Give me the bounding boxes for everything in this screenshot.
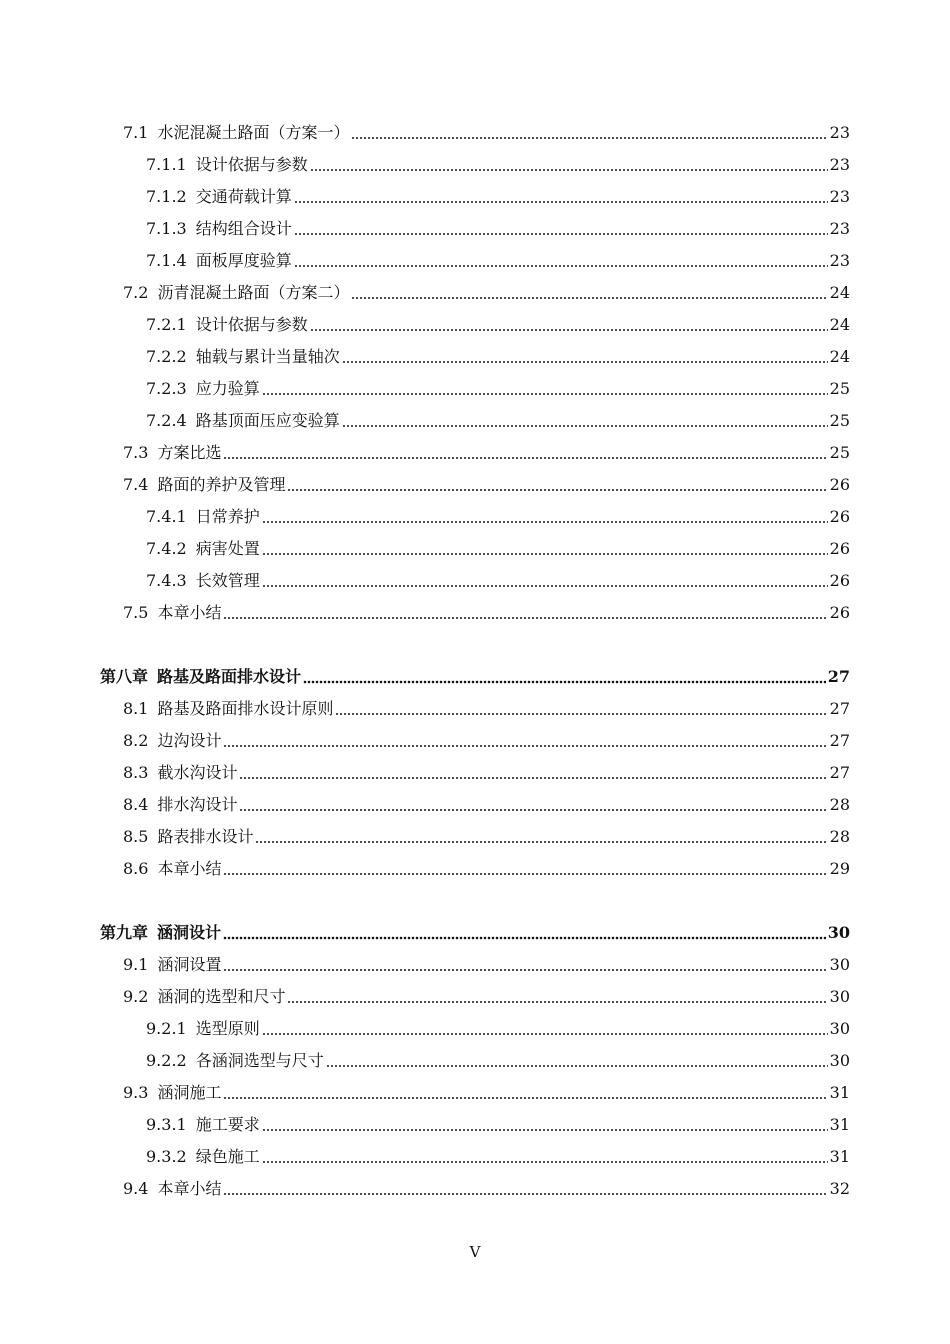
toc-entry-page: 23 bbox=[829, 251, 850, 270]
toc-dot-leader bbox=[262, 1032, 828, 1036]
toc-entry-page: 27 bbox=[829, 763, 850, 782]
toc-dot-leader bbox=[294, 200, 828, 204]
toc-dot-leader bbox=[342, 424, 828, 428]
toc-entry-title: 路表排水设计 bbox=[157, 827, 254, 846]
toc-entry-title: 设计依据与参数 bbox=[195, 155, 308, 174]
toc-entry-title: 设计依据与参数 bbox=[195, 315, 308, 334]
toc-dot-leader bbox=[223, 1096, 827, 1100]
toc-dot-leader bbox=[262, 1128, 828, 1132]
toc-section-entry[interactable] bbox=[0, 853, 950, 885]
toc-entry-title: 路基及路面排水设计 bbox=[157, 667, 302, 686]
toc-entry-title: 面板厚度验算 bbox=[195, 251, 292, 270]
toc-dot-leader bbox=[255, 840, 827, 844]
toc-entry-number: 8.4 bbox=[123, 795, 149, 814]
toc-dot-leader bbox=[326, 1064, 828, 1068]
toc-entry-page: 25 bbox=[829, 443, 850, 462]
toc-dot-leader bbox=[223, 872, 827, 876]
toc-entry-number: 7.5 bbox=[123, 603, 149, 622]
toc-entry-title: 路基及路面排水设计原则 bbox=[157, 699, 334, 718]
toc-subsection-entry[interactable] bbox=[0, 213, 950, 245]
toc-entry-page: 28 bbox=[829, 795, 850, 814]
toc-section-entry[interactable] bbox=[0, 821, 950, 853]
toc-entry-title: 绿色施工 bbox=[195, 1147, 260, 1166]
toc-dot-leader bbox=[287, 488, 827, 492]
toc-section-entry[interactable] bbox=[0, 597, 950, 629]
toc-entry-number: 8.2 bbox=[123, 731, 149, 750]
toc-entry-number: 7.4.3 bbox=[146, 571, 187, 590]
toc-entry-page: 30 bbox=[829, 987, 850, 1006]
toc-entry-page: 23 bbox=[829, 187, 850, 206]
toc-dot-leader bbox=[262, 1160, 828, 1164]
toc-dot-leader bbox=[262, 520, 828, 524]
toc-dot-leader bbox=[262, 552, 828, 556]
toc-entry-number: 9.2.1 bbox=[146, 1019, 187, 1038]
toc-subsection-entry[interactable] bbox=[0, 1013, 950, 1045]
toc-entry-title: 路基顶面压应变验算 bbox=[195, 411, 340, 430]
toc-entry-number: 9.2.2 bbox=[146, 1051, 187, 1070]
toc-entry-title: 应力验算 bbox=[195, 379, 260, 398]
toc-entry-number: 7.1.1 bbox=[146, 155, 187, 174]
toc-dot-leader bbox=[342, 360, 828, 364]
toc-entry-title: 涵洞设置 bbox=[157, 955, 222, 974]
toc-entry-title: 截水沟设计 bbox=[157, 763, 238, 782]
section-gap bbox=[0, 629, 950, 661]
toc-section-entry[interactable] bbox=[0, 725, 950, 757]
toc-entry-page: 31 bbox=[829, 1115, 850, 1134]
section-gap bbox=[0, 885, 950, 917]
toc-entry-number: 9.3.2 bbox=[146, 1147, 187, 1166]
toc-chapter-entry[interactable] bbox=[0, 661, 950, 693]
toc-section-entry[interactable] bbox=[0, 277, 950, 309]
toc-dot-leader bbox=[223, 936, 826, 940]
toc-entry-page: 25 bbox=[829, 379, 850, 398]
toc-dot-leader bbox=[262, 392, 828, 396]
toc-entry-page: 27 bbox=[829, 731, 850, 750]
toc-entry-number: 7.4.1 bbox=[146, 507, 187, 526]
toc-entry-title: 本章小结 bbox=[157, 603, 222, 622]
toc-entry-page: 28 bbox=[829, 827, 850, 846]
toc-entry-title: 排水沟设计 bbox=[157, 795, 238, 814]
toc-dot-leader bbox=[287, 1000, 827, 1004]
toc-entry-page: 26 bbox=[829, 475, 850, 494]
toc-entry-page: 27 bbox=[827, 667, 850, 686]
toc-section-entry[interactable] bbox=[0, 949, 950, 981]
toc-dot-leader bbox=[335, 712, 827, 716]
toc-entry-title: 交通荷载计算 bbox=[195, 187, 292, 206]
toc-entry-page: 29 bbox=[829, 859, 850, 878]
toc-entry-title: 各涵洞选型与尺寸 bbox=[195, 1051, 324, 1070]
toc-entry-number: 7.1.2 bbox=[146, 187, 187, 206]
toc-dot-leader bbox=[223, 456, 827, 460]
toc-section-entry[interactable] bbox=[0, 117, 950, 149]
toc-dot-leader bbox=[294, 232, 828, 236]
toc-entry-number: 7.2.2 bbox=[146, 347, 187, 366]
toc-subsection-entry[interactable] bbox=[0, 1109, 950, 1141]
toc-entry-page: 24 bbox=[829, 347, 850, 366]
toc-entry-number: 7.2.3 bbox=[146, 379, 187, 398]
table-of-contents bbox=[0, 117, 950, 1205]
toc-entry-page: 25 bbox=[829, 411, 850, 430]
toc-subsection-entry[interactable] bbox=[0, 405, 950, 437]
toc-section-entry[interactable] bbox=[0, 757, 950, 789]
toc-entry-number: 7.3 bbox=[123, 443, 149, 462]
toc-entry-page: 30 bbox=[829, 955, 850, 974]
toc-section-entry[interactable] bbox=[0, 1173, 950, 1205]
toc-entry-number: 7.2.1 bbox=[146, 315, 187, 334]
toc-entry-title: 选型原则 bbox=[195, 1019, 260, 1038]
toc-subsection-entry[interactable] bbox=[0, 501, 950, 533]
toc-subsection-entry[interactable] bbox=[0, 149, 950, 181]
toc-entry-number: 第九章 bbox=[100, 923, 149, 942]
toc-entry-page: 24 bbox=[829, 315, 850, 334]
toc-entry-number: 8.6 bbox=[123, 859, 149, 878]
toc-entry-number: 9.1 bbox=[123, 955, 149, 974]
toc-subsection-entry[interactable] bbox=[0, 245, 950, 277]
toc-entry-page: 26 bbox=[829, 571, 850, 590]
toc-subsection-entry[interactable] bbox=[0, 1141, 950, 1173]
toc-section-entry[interactable] bbox=[0, 469, 950, 501]
toc-entry-page: 30 bbox=[829, 1051, 850, 1070]
toc-entry-page: 26 bbox=[829, 603, 850, 622]
toc-section-entry[interactable] bbox=[0, 693, 950, 725]
toc-entry-title: 日常养护 bbox=[195, 507, 260, 526]
toc-chapter-entry[interactable] bbox=[0, 917, 950, 949]
toc-dot-leader bbox=[239, 808, 827, 812]
toc-dot-leader bbox=[351, 296, 827, 300]
toc-dot-leader bbox=[351, 136, 827, 140]
toc-entry-title: 轴载与累计当量轴次 bbox=[195, 347, 340, 366]
toc-entry-number: 7.1.3 bbox=[146, 219, 187, 238]
toc-entry-page: 26 bbox=[829, 539, 850, 558]
toc-dot-leader bbox=[223, 968, 827, 972]
toc-entry-number: 7.2.4 bbox=[146, 411, 187, 430]
toc-entry-page: 31 bbox=[829, 1083, 850, 1102]
toc-entry-number: 7.1 bbox=[123, 123, 149, 142]
toc-entry-title: 边沟设计 bbox=[157, 731, 222, 750]
toc-entry-title: 路面的养护及管理 bbox=[157, 475, 286, 494]
toc-section-entry[interactable] bbox=[0, 1077, 950, 1109]
toc-entry-title: 涵洞施工 bbox=[157, 1083, 222, 1102]
toc-entry-page: 26 bbox=[829, 507, 850, 526]
toc-entry-number: 7.2 bbox=[123, 283, 149, 302]
toc-dot-leader bbox=[310, 168, 828, 172]
toc-section-entry[interactable] bbox=[0, 437, 950, 469]
toc-dot-leader bbox=[223, 1192, 827, 1196]
toc-section-entry[interactable] bbox=[0, 981, 950, 1013]
toc-entry-title: 涵洞的选型和尺寸 bbox=[157, 987, 286, 1006]
toc-section-entry[interactable] bbox=[0, 789, 950, 821]
toc-subsection-entry[interactable] bbox=[0, 565, 950, 597]
toc-entry-title: 沥青混凝土路面（方案二） bbox=[157, 283, 350, 302]
toc-entry-page: 30 bbox=[829, 1019, 850, 1038]
toc-entry-page: 24 bbox=[829, 283, 850, 302]
toc-entry-title: 长效管理 bbox=[195, 571, 260, 590]
toc-entry-page: 27 bbox=[829, 699, 850, 718]
toc-dot-leader bbox=[310, 328, 828, 332]
toc-subsection-entry[interactable] bbox=[0, 309, 950, 341]
toc-entry-title: 本章小结 bbox=[157, 859, 222, 878]
toc-entry-number: 9.2 bbox=[123, 987, 149, 1006]
toc-entry-number: 第八章 bbox=[100, 667, 149, 686]
toc-entry-page: 31 bbox=[829, 1147, 850, 1166]
toc-entry-title: 本章小结 bbox=[157, 1179, 222, 1198]
toc-dot-leader bbox=[303, 680, 826, 684]
toc-subsection-entry[interactable] bbox=[0, 533, 950, 565]
toc-entry-title: 结构组合设计 bbox=[195, 219, 292, 238]
toc-entry-number: 8.5 bbox=[123, 827, 149, 846]
toc-entry-title: 病害处置 bbox=[195, 539, 260, 558]
toc-dot-leader bbox=[294, 264, 828, 268]
toc-entry-title: 施工要求 bbox=[195, 1115, 260, 1134]
toc-dot-leader bbox=[239, 776, 827, 780]
toc-subsection-entry[interactable] bbox=[0, 181, 950, 213]
toc-entry-number: 8.3 bbox=[123, 763, 149, 782]
toc-subsection-entry[interactable] bbox=[0, 341, 950, 373]
toc-entry-number: 9.3 bbox=[123, 1083, 149, 1102]
toc-entry-number: 7.1.4 bbox=[146, 251, 187, 270]
toc-dot-leader bbox=[262, 584, 828, 588]
toc-entry-number: 9.3.1 bbox=[146, 1115, 187, 1134]
page-number: V bbox=[469, 1243, 481, 1261]
toc-entry-title: 方案比选 bbox=[157, 443, 222, 462]
toc-dot-leader bbox=[223, 744, 827, 748]
toc-entry-number: 7.4.2 bbox=[146, 539, 187, 558]
toc-entry-page: 32 bbox=[829, 1179, 850, 1198]
toc-entry-title: 涵洞设计 bbox=[157, 923, 222, 942]
toc-subsection-entry[interactable] bbox=[0, 1045, 950, 1077]
toc-entry-number: 9.4 bbox=[123, 1179, 149, 1198]
toc-entry-title: 水泥混凝土路面（方案一） bbox=[157, 123, 350, 142]
toc-entry-page: 23 bbox=[829, 155, 850, 174]
toc-entry-number: 7.4 bbox=[123, 475, 149, 494]
toc-dot-leader bbox=[223, 616, 827, 620]
toc-entry-page: 23 bbox=[829, 123, 850, 142]
toc-entry-page: 30 bbox=[827, 923, 850, 942]
toc-subsection-entry[interactable] bbox=[0, 373, 950, 405]
toc-entry-number: 8.1 bbox=[123, 699, 149, 718]
toc-entry-page: 23 bbox=[829, 219, 850, 238]
